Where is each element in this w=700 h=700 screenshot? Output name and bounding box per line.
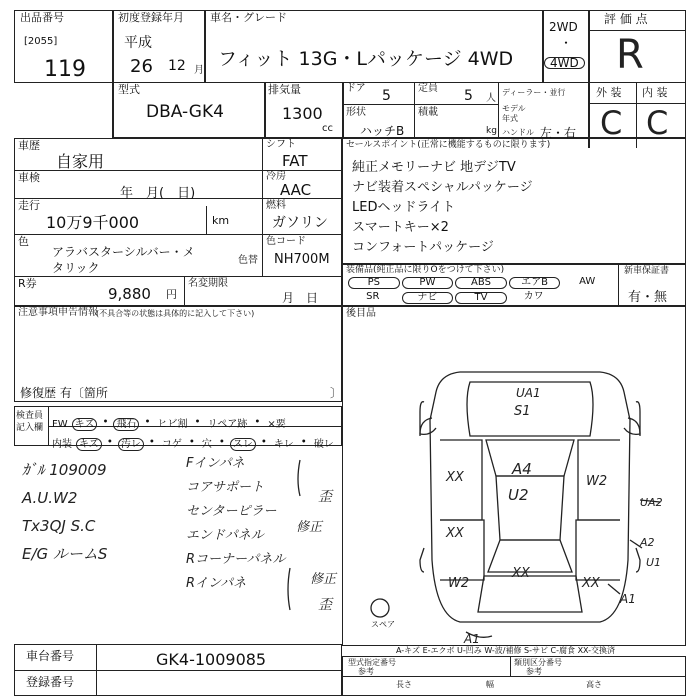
color-label: 色 [18, 235, 29, 248]
history: 自家用 [56, 152, 105, 171]
class-ref: 参考 [526, 667, 542, 676]
equipment-item: ABS [455, 277, 507, 289]
inspection-item: スレ [230, 438, 256, 451]
inspection-item: 飛石 [113, 418, 139, 431]
handwritten-line: ｶﾞﾙ 109009 [22, 461, 107, 479]
shift: FAT [282, 152, 308, 170]
drive-dot: ・ [560, 36, 573, 50]
colorcode-label: 色コード [266, 236, 306, 247]
repair-label: 修復歴 有〔箇所 [20, 386, 108, 400]
r-unit: 円 [166, 288, 177, 301]
warranty-label: 新車保証書 [624, 266, 670, 276]
selling-point: コンフォートパッケージ [352, 240, 494, 255]
handwritten-line: センターピラー [186, 504, 277, 519]
inspection-item: 穴 [201, 439, 212, 450]
type-ref: 参考 [358, 667, 374, 676]
load-label: 積載 [418, 107, 438, 118]
inspection-item: ×要 [267, 419, 286, 430]
handwritten-line: Rインパネ [186, 576, 247, 591]
title-value: 月 日 [282, 291, 319, 305]
diagram-label: UA1 [516, 386, 541, 400]
selling-point: LEDヘッドライト [352, 200, 456, 215]
mark-3: 修正 [310, 572, 337, 587]
diagram-label: XX [446, 470, 464, 485]
selling-points-label: セールスポイント(正常に機能するものに限ります) [346, 140, 551, 150]
lot-id: [2055] [24, 36, 58, 47]
inspection-item: キズ [72, 418, 98, 431]
inspection-item: キズ [76, 438, 102, 451]
title-label: 名変期限 [188, 278, 228, 289]
chassis: GK4-1009085 [156, 650, 267, 669]
fuel: ガソリン [272, 215, 328, 231]
handwritten-line: コアサポート [186, 480, 265, 495]
lot-number: 119 [44, 57, 86, 82]
seat-label: 後目品 [346, 308, 376, 319]
displacement: 1300 [282, 104, 323, 123]
width-label: 幅 [486, 680, 494, 689]
type-label: 型式指定番号 [348, 658, 396, 667]
mileage-unit: km [212, 214, 230, 227]
registration-label: 登録番号 [26, 675, 75, 689]
warranty-value: 有・無 [628, 290, 668, 305]
color-change-label: 色替 [238, 255, 258, 266]
mark-2: 修正 [296, 520, 323, 535]
diagram-label: XX [512, 566, 530, 581]
model-year-label: モデル年式 [502, 104, 526, 123]
diagram-label: U2 [508, 486, 529, 504]
inspection-item: ヒビ割 [157, 419, 188, 430]
rating-label: 評 価 点 [604, 12, 648, 26]
doors-label: ドア [346, 83, 366, 94]
legend: A-キズ E-エクボ U-凹み W-波/補修 S-サビ C-腐食 XX-交換済 [396, 646, 616, 655]
fw-row: FW キズ ・ 飛石 ・ ヒビ割 ・ リペア跡 ・ ×要 [52, 412, 286, 431]
mileage-label: 走行 [18, 199, 40, 212]
equipment-item: AW [579, 276, 596, 287]
ac-label: 冷房 [266, 171, 286, 182]
interior-label: 内 装 [642, 86, 668, 99]
month-unit: 月 [194, 65, 204, 76]
model: DBA-GK4 [146, 102, 224, 122]
drive-2wd: 2WD [549, 20, 578, 34]
inspection-item: コゲ [161, 439, 182, 450]
reg-year: 26 [130, 56, 153, 77]
repair-end: 〕 [330, 386, 343, 400]
inspection-item: 破レ [313, 439, 334, 450]
spare-label: スペア [371, 620, 395, 629]
diagram-label: XX [582, 576, 600, 591]
colorcode: NH700M [274, 252, 330, 267]
equipment-item: ナビ [402, 292, 454, 304]
equipment-label: 装備品(純正品に限りOをつけて下さい) [346, 265, 505, 275]
fuel-label: 燃料 [266, 200, 286, 211]
equipment-item: SR [366, 291, 380, 302]
displacement-label: 排気量 [268, 83, 301, 96]
diagram-label: XX [446, 526, 464, 541]
handle-label: ハンドル [502, 128, 534, 137]
shaken-label: 車検 [18, 171, 40, 184]
ac: AAC [280, 181, 312, 199]
interior-row: 内装 キズ ・ 汚レ ・ コゲ ・ 穴 ・ スレ ・ キレ ・ 破レ [52, 432, 334, 451]
notes-sub: (不具合等の状態は具体的に記入して下さい) [96, 309, 255, 318]
inspector-label: 検査員記入欄 [16, 411, 44, 433]
mark-1: 歪 [318, 489, 332, 505]
displacement-unit: cc [322, 123, 333, 134]
diagram-label: A2 [640, 536, 655, 549]
selling-point: ナビ装着スペシャルパッケージ [352, 180, 533, 195]
handwritten-line: A.U.W2 [22, 489, 78, 507]
equipment-item: TV [455, 292, 507, 304]
selling-point: スマートキー×2 [352, 220, 449, 235]
r-label: R券 [18, 277, 37, 290]
handwritten-line: Fインパネ [186, 456, 245, 471]
inspection-item: キレ [273, 439, 294, 450]
capacity-unit: 人 [486, 93, 496, 104]
exterior-grade: C [600, 104, 623, 142]
interior-grade: C [646, 104, 669, 142]
selling-point: 純正メモリーナビ 地デジTV [352, 160, 516, 175]
reg-month: 12 [168, 58, 186, 74]
mark-4: 歪 [318, 597, 332, 613]
carname-label: 車名・グレード [210, 11, 287, 24]
equipment-item: カワ [523, 291, 544, 302]
length-label: 長さ [396, 680, 412, 689]
diagram-label: S1 [514, 404, 531, 419]
equipment-item: PW [402, 277, 454, 289]
model-label: 型式 [118, 83, 140, 96]
doors: 5 [382, 88, 391, 104]
class-label: 類別区分番号 [514, 658, 562, 667]
exterior-label: 外 装 [596, 86, 622, 99]
diagram-label: A1 [620, 592, 636, 606]
r-value: 9,880 [108, 285, 151, 303]
diagram-label: A1 [464, 632, 480, 646]
diagram-label: W2 [586, 474, 608, 489]
era: 平成 [124, 35, 152, 51]
import-label: ディーラー・並行 [502, 88, 566, 97]
equipment-item: PS [348, 277, 400, 289]
diagram-label: A4 [512, 460, 532, 478]
diagram-label: UA2 [640, 496, 663, 509]
diagram-label: W2 [448, 576, 470, 591]
drive-4wd: 4WD [544, 57, 585, 69]
shape-label: 形状 [346, 107, 366, 118]
inspection-row-label: 内装 [52, 439, 72, 450]
shaken-value: 年 月( 日) [120, 186, 196, 201]
load-unit: kg [486, 126, 497, 136]
rating-value: R [616, 32, 644, 78]
lot-label: 出品番号 [20, 11, 64, 24]
inspection-item: リペア跡 [207, 419, 248, 430]
chassis-label: 車台番号 [26, 649, 75, 663]
mileage: 10万9千000 [46, 213, 140, 232]
notes-label: 注意事項申告情報 [18, 307, 98, 318]
handwritten-line: エンドパネル [186, 528, 264, 543]
first-reg-label: 初度登録年月 [118, 11, 184, 24]
diagram-label: U1 [646, 556, 662, 569]
color: アラバスターシルバー・メタリック [52, 245, 195, 275]
capacity-label: 定員 [418, 83, 438, 94]
handwritten-line: E/G ルームS [22, 545, 108, 563]
shift-label: シフト [266, 139, 296, 150]
inspection-row-label: FW [52, 419, 68, 430]
handle: 左・右 [540, 126, 577, 140]
equipment-item: エアB [509, 277, 561, 289]
inspection-item: 汚レ [118, 438, 144, 451]
height-label: 高さ [586, 680, 602, 689]
handwritten-line: Rコーナーパネル [186, 552, 286, 567]
history-label: 車歴 [18, 139, 40, 152]
shape: ハッチB [360, 124, 405, 138]
handwritten-line: Tx3QJ S.C [22, 517, 96, 535]
carname: フィット 13G・Lパッケージ 4WD [218, 48, 514, 70]
capacity: 5 [464, 88, 473, 104]
